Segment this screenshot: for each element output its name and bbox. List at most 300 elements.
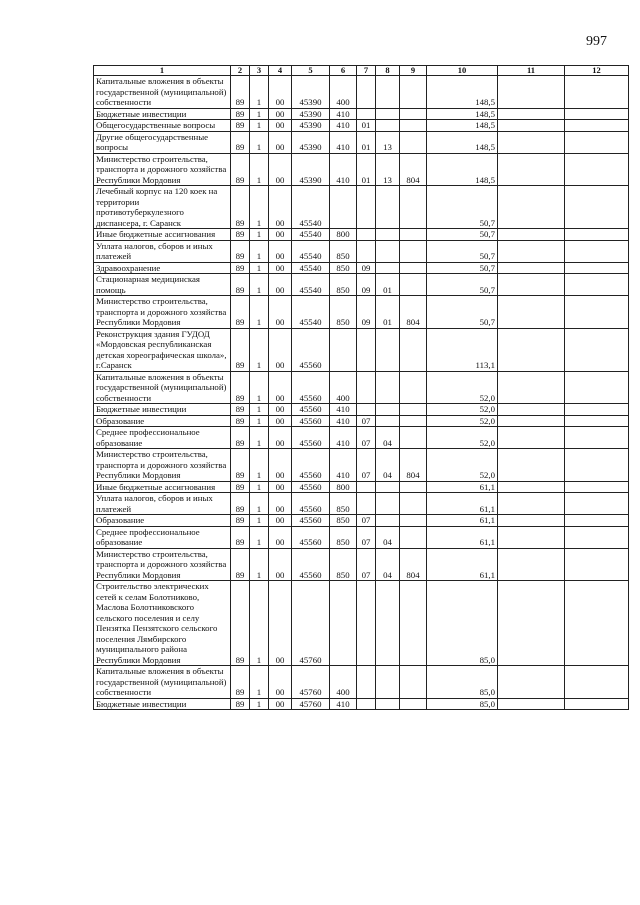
code-col-9 [400, 108, 427, 120]
table-row [94, 262, 629, 274]
code-col-2: 89 [231, 666, 250, 699]
code-col-6: 850 [330, 515, 357, 527]
code-col-6: 410 [330, 131, 357, 153]
code-col-6: 850 [330, 274, 357, 296]
code-col-9 [400, 404, 427, 416]
row-name: Уплата налогов, сборов и иных платежей [94, 493, 231, 515]
budget-table [93, 65, 629, 710]
row-name: Другие общегосударственные вопросы [94, 131, 231, 153]
column-header: 3 [250, 66, 269, 76]
code-col-6: 410 [330, 427, 357, 449]
code-col-5: 45760 [292, 698, 330, 710]
code-col-8 [376, 229, 400, 241]
code-col-7 [357, 229, 376, 241]
code-col-3: 1 [250, 698, 269, 710]
column-header: 9 [400, 66, 427, 76]
column-header: 10 [427, 66, 498, 76]
col-12 [565, 153, 629, 186]
code-col-2: 89 [231, 526, 250, 548]
code-col-6: 850 [330, 493, 357, 515]
col-11 [498, 229, 565, 241]
code-col-8: 04 [376, 526, 400, 548]
row-name: Реконструкция здания ГУДОД «Мордовская республиканская детская хореографическая школа», г.Саранск [94, 328, 231, 371]
column-header: 4 [269, 66, 292, 76]
column-header: 2 [231, 66, 250, 76]
col-11 [498, 108, 565, 120]
col-11 [498, 153, 565, 186]
amount: 61,1 [427, 526, 498, 548]
table-row [94, 581, 629, 666]
row-name: Министерство строительства, транспорта и дорожного хозяйства Республики Мордовия [94, 449, 231, 482]
code-col-4: 00 [269, 240, 292, 262]
code-col-8: 13 [376, 153, 400, 186]
col-11 [498, 262, 565, 274]
code-col-7: 07 [357, 526, 376, 548]
code-col-8 [376, 666, 400, 699]
code-col-3: 1 [250, 240, 269, 262]
code-col-7 [357, 481, 376, 493]
code-col-8: 13 [376, 131, 400, 153]
amount: 61,1 [427, 515, 498, 527]
code-col-8: 04 [376, 427, 400, 449]
row-name: Бюджетные инвестиции [94, 698, 231, 710]
code-col-3: 1 [250, 328, 269, 371]
code-col-5: 45390 [292, 153, 330, 186]
col-11 [498, 404, 565, 416]
row-name: Образование [94, 515, 231, 527]
code-col-8 [376, 240, 400, 262]
code-col-7 [357, 698, 376, 710]
code-col-9: 804 [400, 548, 427, 581]
amount: 61,1 [427, 481, 498, 493]
code-col-9 [400, 229, 427, 241]
code-col-4: 00 [269, 515, 292, 527]
code-col-7 [357, 186, 376, 229]
code-col-6: 850 [330, 240, 357, 262]
code-col-5: 45390 [292, 120, 330, 132]
col-12 [565, 328, 629, 371]
code-col-6: 800 [330, 229, 357, 241]
code-col-3: 1 [250, 404, 269, 416]
amount: 52,0 [427, 427, 498, 449]
code-col-5: 45560 [292, 415, 330, 427]
code-col-9 [400, 493, 427, 515]
code-col-8: 01 [376, 296, 400, 329]
code-col-5: 45560 [292, 515, 330, 527]
table-row [94, 296, 629, 329]
amount: 113,1 [427, 328, 498, 371]
code-col-3: 1 [250, 108, 269, 120]
col-12 [565, 296, 629, 329]
code-col-5: 45560 [292, 493, 330, 515]
code-col-3: 1 [250, 493, 269, 515]
amount: 50,7 [427, 274, 498, 296]
code-col-2: 89 [231, 449, 250, 482]
code-col-5: 45540 [292, 262, 330, 274]
code-col-3: 1 [250, 274, 269, 296]
header-row [94, 66, 629, 76]
row-name: Капитальные вложения в объекты государственной (муниципальной) собственности [94, 371, 231, 404]
code-col-8 [376, 328, 400, 371]
code-col-9 [400, 415, 427, 427]
code-col-9 [400, 581, 427, 666]
table-row [94, 666, 629, 699]
code-col-4: 00 [269, 581, 292, 666]
code-col-9 [400, 328, 427, 371]
code-col-6: 410 [330, 120, 357, 132]
row-name: Министерство строительства, транспорта и дорожного хозяйства Республики Мордовия [94, 153, 231, 186]
table-row [94, 427, 629, 449]
col-11 [498, 328, 565, 371]
code-col-5: 45560 [292, 404, 330, 416]
col-11 [498, 581, 565, 666]
code-col-4: 00 [269, 449, 292, 482]
code-col-3: 1 [250, 526, 269, 548]
table-row [94, 481, 629, 493]
code-col-5: 45560 [292, 449, 330, 482]
code-col-9 [400, 262, 427, 274]
code-col-5: 45560 [292, 526, 330, 548]
code-col-9 [400, 515, 427, 527]
code-col-6: 410 [330, 415, 357, 427]
code-col-5: 45560 [292, 371, 330, 404]
col-11 [498, 493, 565, 515]
code-col-7 [357, 240, 376, 262]
row-name: Стационарная медицинская помощь [94, 274, 231, 296]
code-col-3: 1 [250, 262, 269, 274]
code-col-3: 1 [250, 120, 269, 132]
row-name: Иные бюджетные ассигнования [94, 229, 231, 241]
code-col-5: 45560 [292, 328, 330, 371]
table-row [94, 548, 629, 581]
amount: 148,5 [427, 153, 498, 186]
code-col-8 [376, 120, 400, 132]
code-col-3: 1 [250, 415, 269, 427]
row-name: Иные бюджетные ассигнования [94, 481, 231, 493]
code-col-6: 400 [330, 76, 357, 109]
code-col-8 [376, 108, 400, 120]
code-col-8 [376, 76, 400, 109]
code-col-3: 1 [250, 666, 269, 699]
amount: 85,0 [427, 666, 498, 699]
code-col-7: 07 [357, 449, 376, 482]
code-col-9 [400, 371, 427, 404]
col-12 [565, 481, 629, 493]
code-col-9 [400, 120, 427, 132]
col-12 [565, 240, 629, 262]
code-col-2: 89 [231, 120, 250, 132]
code-col-6: 800 [330, 481, 357, 493]
code-col-6: 410 [330, 698, 357, 710]
code-col-5: 45760 [292, 666, 330, 699]
col-12 [565, 404, 629, 416]
col-11 [498, 296, 565, 329]
col-12 [565, 371, 629, 404]
code-col-2: 89 [231, 515, 250, 527]
col-11 [498, 515, 565, 527]
code-col-9 [400, 481, 427, 493]
code-col-6: 410 [330, 449, 357, 482]
table-row [94, 153, 629, 186]
code-col-9 [400, 526, 427, 548]
code-col-6: 850 [330, 296, 357, 329]
code-col-2: 89 [231, 404, 250, 416]
code-col-7: 01 [357, 120, 376, 132]
code-col-4: 00 [269, 153, 292, 186]
code-col-7: 07 [357, 515, 376, 527]
code-col-5: 45540 [292, 296, 330, 329]
row-name: Строительство электрических сетей к селам Болотниково, Маслова Болотниковского сельского поселения и селу Пензятка Пензятского сельского поселения Лямбирского муниципального района Республики Мордовия [94, 581, 231, 666]
col-12 [565, 581, 629, 666]
code-col-7 [357, 493, 376, 515]
row-name: Среднее профессиональное образование [94, 526, 231, 548]
code-col-3: 1 [250, 229, 269, 241]
code-col-7: 07 [357, 427, 376, 449]
code-col-2: 89 [231, 108, 250, 120]
code-col-7: 01 [357, 153, 376, 186]
col-11 [498, 240, 565, 262]
code-col-7 [357, 404, 376, 416]
code-col-8 [376, 186, 400, 229]
code-col-3: 1 [250, 153, 269, 186]
table-row [94, 186, 629, 229]
code-col-7: 07 [357, 548, 376, 581]
code-col-3: 1 [250, 515, 269, 527]
code-col-2: 89 [231, 186, 250, 229]
row-name: Здравоохранение [94, 262, 231, 274]
code-col-5: 45560 [292, 481, 330, 493]
code-col-9 [400, 76, 427, 109]
code-col-7: 09 [357, 262, 376, 274]
col-11 [498, 371, 565, 404]
table-row [94, 698, 629, 710]
code-col-8 [376, 698, 400, 710]
code-col-5: 45540 [292, 274, 330, 296]
column-header: 5 [292, 66, 330, 76]
code-col-9 [400, 274, 427, 296]
code-col-8 [376, 404, 400, 416]
column-header: 6 [330, 66, 357, 76]
code-col-3: 1 [250, 427, 269, 449]
code-col-9: 804 [400, 449, 427, 482]
code-col-3: 1 [250, 581, 269, 666]
column-header: 11 [498, 66, 565, 76]
code-col-4: 00 [269, 328, 292, 371]
col-11 [498, 526, 565, 548]
code-col-7 [357, 108, 376, 120]
code-col-9 [400, 131, 427, 153]
table-row [94, 240, 629, 262]
table-row [94, 328, 629, 371]
code-col-4: 00 [269, 481, 292, 493]
amount: 52,0 [427, 404, 498, 416]
code-col-4: 00 [269, 371, 292, 404]
col-12 [565, 698, 629, 710]
column-header: 1 [94, 66, 231, 76]
code-col-2: 89 [231, 481, 250, 493]
col-12 [565, 526, 629, 548]
row-name: Министерство строительства, транспорта и дорожного хозяйства Республики Мордовия [94, 548, 231, 581]
code-col-8: 01 [376, 274, 400, 296]
code-col-2: 89 [231, 698, 250, 710]
code-col-8 [376, 371, 400, 404]
col-11 [498, 274, 565, 296]
code-col-2: 89 [231, 262, 250, 274]
col-12 [565, 262, 629, 274]
code-col-6: 410 [330, 153, 357, 186]
row-name: Лечебный корпус на 120 коек на территории противотуберкулезного диспансера, г. Саранск [94, 186, 231, 229]
code-col-6: 410 [330, 404, 357, 416]
col-11 [498, 698, 565, 710]
row-name: Бюджетные инвестиции [94, 404, 231, 416]
code-col-6: 850 [330, 548, 357, 581]
code-col-2: 89 [231, 415, 250, 427]
col-12 [565, 493, 629, 515]
code-col-4: 00 [269, 76, 292, 109]
col-12 [565, 415, 629, 427]
code-col-7 [357, 328, 376, 371]
amount: 52,0 [427, 415, 498, 427]
code-col-3: 1 [250, 131, 269, 153]
code-col-7: 09 [357, 274, 376, 296]
code-col-2: 89 [231, 76, 250, 109]
col-11 [498, 186, 565, 229]
code-col-2: 89 [231, 581, 250, 666]
code-col-4: 00 [269, 404, 292, 416]
code-col-9: 804 [400, 153, 427, 186]
code-col-6: 410 [330, 108, 357, 120]
table-row [94, 371, 629, 404]
code-col-2: 89 [231, 296, 250, 329]
code-col-7: 01 [357, 131, 376, 153]
code-col-7: 09 [357, 296, 376, 329]
amount: 85,0 [427, 581, 498, 666]
code-col-5: 45390 [292, 108, 330, 120]
code-col-8 [376, 262, 400, 274]
code-col-6 [330, 186, 357, 229]
table-row [94, 493, 629, 515]
table-row [94, 449, 629, 482]
code-col-5: 45560 [292, 548, 330, 581]
code-col-4: 00 [269, 666, 292, 699]
code-col-3: 1 [250, 76, 269, 109]
table-row [94, 526, 629, 548]
code-col-4: 00 [269, 427, 292, 449]
code-col-5: 45760 [292, 581, 330, 666]
code-col-4: 00 [269, 229, 292, 241]
code-col-4: 00 [269, 493, 292, 515]
row-name: Капитальные вложения в объекты государственной (муниципальной) собственности [94, 76, 231, 109]
code-col-2: 89 [231, 328, 250, 371]
code-col-6 [330, 581, 357, 666]
code-col-7 [357, 371, 376, 404]
code-col-7 [357, 581, 376, 666]
amount: 61,1 [427, 493, 498, 515]
col-12 [565, 666, 629, 699]
code-col-2: 89 [231, 131, 250, 153]
column-header: 12 [565, 66, 629, 76]
code-col-9 [400, 427, 427, 449]
code-col-2: 89 [231, 274, 250, 296]
col-11 [498, 481, 565, 493]
code-col-6: 850 [330, 526, 357, 548]
code-col-7: 07 [357, 415, 376, 427]
row-name: Уплата налогов, сборов и иных платежей [94, 240, 231, 262]
col-11 [498, 449, 565, 482]
amount: 50,7 [427, 240, 498, 262]
code-col-3: 1 [250, 186, 269, 229]
code-col-4: 00 [269, 274, 292, 296]
code-col-5: 45390 [292, 76, 330, 109]
col-12 [565, 120, 629, 132]
code-col-9: 804 [400, 296, 427, 329]
amount: 148,5 [427, 131, 498, 153]
table-row [94, 120, 629, 132]
code-col-5: 45540 [292, 240, 330, 262]
code-col-4: 00 [269, 548, 292, 581]
code-col-8 [376, 515, 400, 527]
code-col-8 [376, 481, 400, 493]
code-col-2: 89 [231, 493, 250, 515]
col-11 [498, 548, 565, 581]
code-col-4: 00 [269, 120, 292, 132]
amount: 52,0 [427, 371, 498, 404]
code-col-9 [400, 698, 427, 710]
col-12 [565, 449, 629, 482]
table-row [94, 229, 629, 241]
code-col-2: 89 [231, 427, 250, 449]
code-col-2: 89 [231, 153, 250, 186]
code-col-9 [400, 666, 427, 699]
row-name: Образование [94, 415, 231, 427]
code-col-5: 45540 [292, 186, 330, 229]
column-header: 8 [376, 66, 400, 76]
col-12 [565, 186, 629, 229]
table-row [94, 404, 629, 416]
col-11 [498, 76, 565, 109]
row-name: Капитальные вложения в объекты государственной (муниципальной) собственности [94, 666, 231, 699]
code-col-4: 00 [269, 108, 292, 120]
code-col-6 [330, 328, 357, 371]
code-col-9 [400, 240, 427, 262]
code-col-5: 45560 [292, 427, 330, 449]
code-col-5: 45540 [292, 229, 330, 241]
col-12 [565, 229, 629, 241]
code-col-4: 00 [269, 262, 292, 274]
code-col-3: 1 [250, 548, 269, 581]
amount: 50,7 [427, 296, 498, 329]
code-col-8 [376, 415, 400, 427]
code-col-8: 04 [376, 548, 400, 581]
code-col-8: 04 [376, 449, 400, 482]
code-col-2: 89 [231, 548, 250, 581]
code-col-4: 00 [269, 296, 292, 329]
amount: 148,5 [427, 108, 498, 120]
col-12 [565, 515, 629, 527]
table-row [94, 76, 629, 109]
col-12 [565, 427, 629, 449]
code-col-3: 1 [250, 296, 269, 329]
code-col-2: 89 [231, 240, 250, 262]
code-col-4: 00 [269, 415, 292, 427]
table-row [94, 131, 629, 153]
code-col-8 [376, 581, 400, 666]
code-col-7 [357, 666, 376, 699]
row-name: Среднее профессиональное образование [94, 427, 231, 449]
code-col-5: 45390 [292, 131, 330, 153]
table-row [94, 108, 629, 120]
amount: 148,5 [427, 120, 498, 132]
